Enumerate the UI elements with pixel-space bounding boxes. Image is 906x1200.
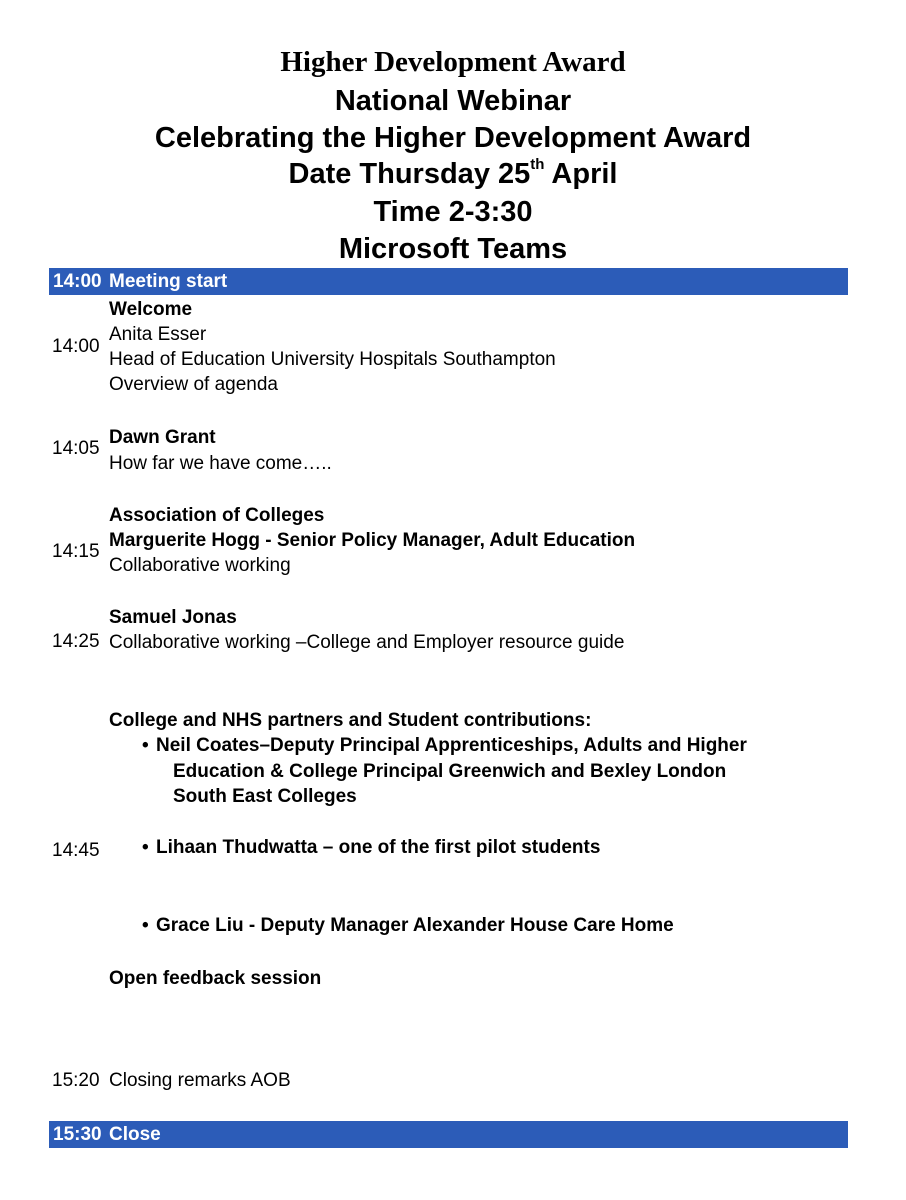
bullet-icon: • xyxy=(142,915,149,936)
bullet-icon: • xyxy=(142,837,149,858)
agenda-line: Collaborative working xyxy=(109,555,291,576)
feedback-session: Open feedback session xyxy=(109,968,322,989)
agenda-title: Association of Colleges xyxy=(109,505,325,526)
agenda-title: Welcome xyxy=(109,299,193,320)
bullet-line: Grace Liu - Deputy Manager Alexander House Care Home xyxy=(156,915,674,936)
agenda-title: Samuel Jonas xyxy=(109,607,237,628)
bar-time: 14:00 xyxy=(53,271,102,292)
bullet-line: Education & College Principal Greenwich and Bexley London xyxy=(173,761,727,782)
agenda-line: Head of Education University Hospitals Southampton xyxy=(109,349,556,370)
event-platform: Microsoft Teams xyxy=(338,233,568,265)
event-tagline: Celebrating the Higher Development Award xyxy=(154,122,752,154)
event-subtitle: National Webinar xyxy=(334,85,572,117)
event-date: Date Thursday 25th April xyxy=(288,156,618,190)
agenda-time: 14:15 xyxy=(52,541,100,562)
bullet-icon: • xyxy=(142,735,149,756)
agenda-line: Overview of agenda xyxy=(109,374,278,395)
agenda-time: 14:25 xyxy=(52,631,100,652)
agenda-time: 14:45 xyxy=(52,840,100,861)
agenda-subtitle: Marguerite Hogg - Senior Policy Manager, Adult Education xyxy=(109,530,636,551)
bar-time: 15:30 xyxy=(53,1124,102,1145)
agenda-line: Anita Esser xyxy=(109,324,207,345)
agenda-line: Collaborative working –College and Employer resource guide xyxy=(109,632,625,653)
meeting-start-bar xyxy=(49,268,848,295)
close-bar xyxy=(49,1121,848,1148)
bar-label: Close xyxy=(109,1124,161,1145)
agenda-title: College and NHS partners and Student contributions: xyxy=(109,710,592,731)
bar-label: Meeting start xyxy=(109,271,228,292)
agenda-line: How far we have come….. xyxy=(109,453,332,474)
agenda-line: Closing remarks AOB xyxy=(109,1070,291,1091)
bullet-line: Lihaan Thudwatta – one of the first pilot students xyxy=(156,837,601,858)
agenda-time: 15:20 xyxy=(52,1070,100,1091)
agenda-title: Dawn Grant xyxy=(109,427,216,448)
agenda-time: 14:00 xyxy=(52,336,100,357)
bullet-line: Neil Coates–Deputy Principal Apprenticeships, Adults and Higher xyxy=(156,735,747,756)
event-time: Time 2-3:30 xyxy=(373,196,533,228)
event-title: Higher Development Award xyxy=(280,46,626,78)
agenda-time: 14:05 xyxy=(52,438,100,459)
bullet-line: South East Colleges xyxy=(173,786,357,807)
